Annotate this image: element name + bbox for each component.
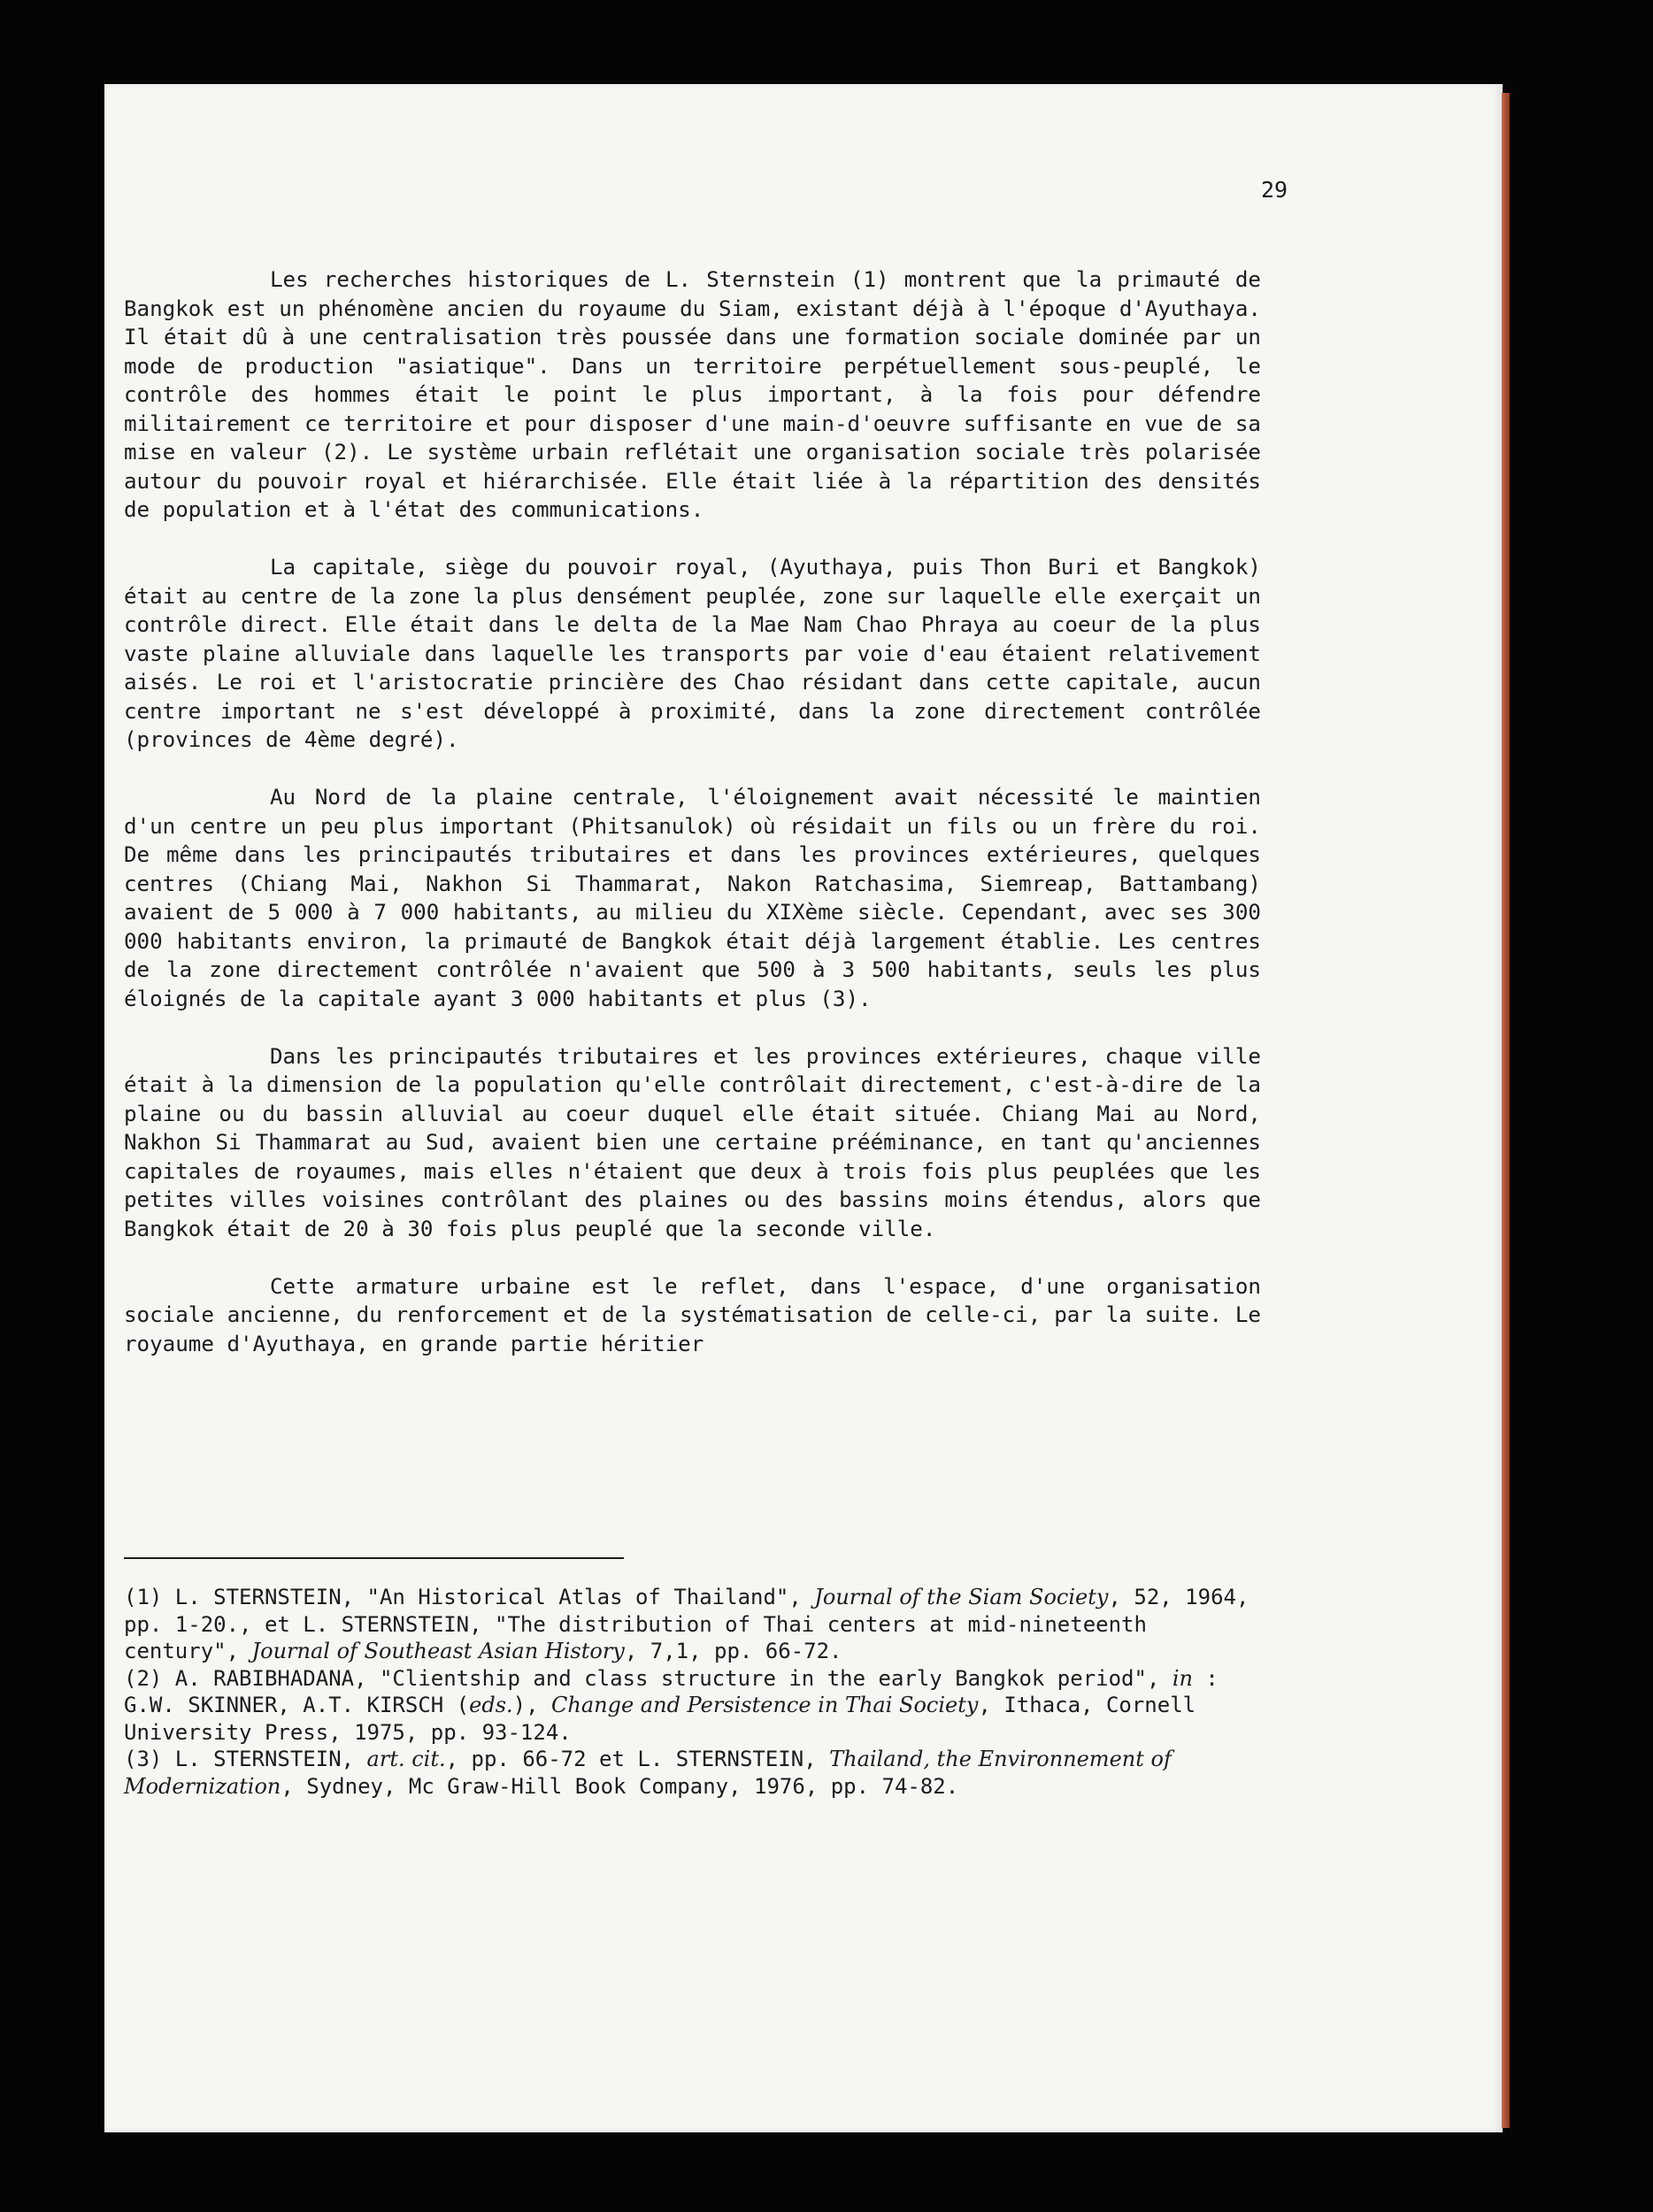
page-number: 29: [1261, 177, 1288, 203]
footnote-2-book-title: Change and Persistence in Thai Society: [551, 1693, 979, 1717]
footnote-3-text-c: , pp. 66-72 et L. STERNSTEIN,: [445, 1747, 830, 1771]
paragraph-4: Dans les principautés tributaires et les provinces extérieures, chaque ville était à la dimension de la population qu'elle contrôlait directement, c'est-à-dire de la plaine ou du bassin alluvial au coeur duquel elle était située. Chiang Mai au Nord, Nakhon Si Thammarat au Sud, avaient bien une certaine prééminance, en tant qu'anciennes capitales de royaumes, mais elles n'étaient que deux à trois fois plus peuplées que les petites villes voisines contrôlant des plaines ou des bassins moins étendus, alors que Bangkok était de 20 à 30 fois plus peuplé que la seconde ville.: [124, 1043, 1261, 1241]
footnotes: [124, 1584, 1261, 1800]
footnote-1-text-e: , 7,1, pp. 66-72.: [624, 1639, 842, 1663]
footnote-2-text-a: (2) A. RABIBHADANA, "Clientship and class structure in the early Bangkok period",: [124, 1665, 1172, 1691]
paragraph-3: Au Nord de la plaine centrale, l'éloignement avait nécessité le maintien d'un centre un peu plus important (Phitsanulok) où résidait un fils ou un frère du roi. De même dans les principautés tributaires et dans les provinces extérieures, quelques centres (Chiang Mai, Nakhon Si Thammarat, Nakon Ratchasima, Siemreap, Battambang) avaient de 5 000 à 7 000 habitants, au milieu du XIXème siècle. Cependant, avec ses 300 000 habitants environ, la primauté de Bangkok était déjà largement établie. Les centres de la zone directement contrôlée n'avaient que 500 à 3 500 habitants, seuls les plus éloignés de la capitale ayant 3 000 habitants et plus (3).: [124, 785, 1261, 1011]
footnote-3-art-cit: art. cit.: [366, 1747, 446, 1771]
footnote-2-in: in: [1172, 1665, 1193, 1691]
footnote-1-journal: Journal of the Siam Society: [814, 1585, 1109, 1609]
footnote-3-book-title: Thailand, the Environnement of Modernization: [124, 1747, 1172, 1799]
footnote-1: [124, 1584, 1261, 1665]
footnote-2-text-g: , Ithaca, Cornell University Press, 1975, pp. 93-124.: [124, 1693, 1196, 1745]
footnote-3-text-a: (3) L. STERNSTEIN,: [124, 1747, 367, 1771]
page-edge: [1502, 93, 1510, 2128]
footnote-1-journal-2: Journal of Southeast Asian History: [251, 1639, 625, 1663]
paragraph-2: La capitale, siège du pouvoir royal, (Ayuthaya, puis Thon Buri et Bangkok) était au centre de la zone la plus densément peuplée, zone sur laquelle elle exerçait un contrôle direct. Elle était dans le delta de la Mae Nam Chao Phraya au coeur de la plus vaste plaine alluviale dans laquelle les transports par voie d'eau étaient relativement aisés. Le roi et l'aristocratie princière des Chao résidant dans cette capitale, aucun centre important ne s'est développé à proximité, dans la zone directement contrôlée (provinces de 4ème degré).: [124, 555, 1261, 752]
footnote-2: [124, 1665, 1261, 1747]
footnote-3-text-e: , Sydney, Mc Graw-Hill Book Company, 1976, pp. 74-82.: [281, 1773, 959, 1799]
footnote-2-text-e: ),: [512, 1693, 552, 1717]
footnote-1-text-a: (1) L. STERNSTEIN, "An Historical Atlas of Thailand",: [124, 1585, 815, 1609]
paragraph-5: Cette armature urbaine est le reflet, dans l'espace, d'une organisation sociale ancienne, du renforcement et de la systématisation de celle-ci, par la suite. Le royaume d'Ayuthaya, en grande partie héritier: [124, 1273, 1261, 1356]
footnote-2-eds: eds.: [469, 1693, 513, 1717]
footnote-divider: [124, 1557, 624, 1559]
paragraph-1: Les recherches historiques de L. Sternstein (1) montrent que la primauté de Bangkok est un phénomène ancien du royaume du Siam, existant déjà à l'époque d'Ayuthaya. Il était dû à une centralisation très poussée dans une formation sociale dominée par un mode de production "asiatique". Dans un territoire perpétuellement sous-peuplé, le contrôle des hommes était le point le plus important, à la fois pour défendre militairement ce territoire et pour disposer d'une main-d'oeuvre suffisante en vue de sa mise en valeur (2). Le système urbain reflétait une organisation sociale très polarisée autour du pouvoir royal et hiérarchisée. Elle était liée à la répartition des densités de population et à l'état des communications.: [124, 267, 1261, 522]
footnote-3: [124, 1746, 1261, 1800]
body-text: [124, 265, 1261, 1387]
footnote-1-text-c: , 52, 1964, pp. 1-20., et L. STERNSTEIN, "The distribution of Thai centers at mid-nineteenth century",: [124, 1585, 1249, 1663]
footnote-2-text-c: : G.W. SKINNER, A.T. KIRSCH (: [124, 1665, 1219, 1717]
